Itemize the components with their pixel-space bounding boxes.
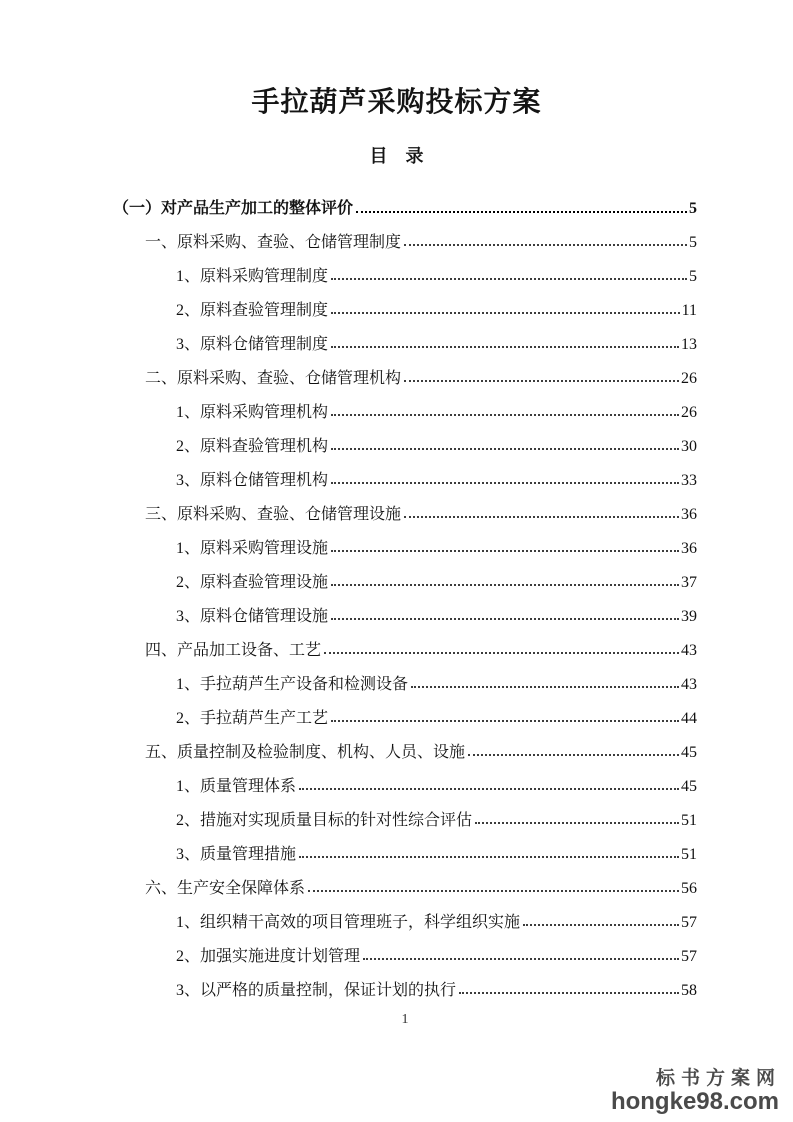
toc-entry (113, 558, 697, 592)
toc-entry-page: 43 (681, 642, 697, 659)
toc-entry-label: 一、原料采购、查验、仓储管理制度 (145, 234, 402, 251)
toc-entry (113, 898, 697, 932)
toc-dot-leader (523, 924, 679, 926)
toc-entry (113, 490, 697, 524)
toc-entry-page: 13 (681, 336, 697, 353)
toc-dot-leader (331, 720, 679, 722)
toc-entry-page: 26 (681, 404, 697, 421)
toc-entry-label: 3、原料仓储管理设施 (176, 608, 329, 625)
toc-entry-label: （一）对产品生产加工的整体评价 (113, 200, 354, 217)
page-number: 1 (401, 1012, 409, 1027)
toc-entry-page: 36 (681, 540, 697, 557)
toc-dot-leader (308, 890, 679, 892)
toc-entry-label: 二、原料采购、查验、仓储管理机构 (145, 370, 402, 387)
toc-dot-leader (331, 448, 679, 450)
toc-dot-leader (324, 652, 679, 654)
watermark (611, 1069, 779, 1114)
toc-entry-page: 43 (681, 676, 697, 693)
toc-entry (113, 830, 697, 864)
toc-list (113, 184, 697, 1000)
toc-entry (113, 524, 697, 558)
toc-entry-label: 2、原料查验管理设施 (176, 574, 329, 591)
toc-dot-leader (331, 550, 679, 552)
toc-entry (113, 218, 697, 252)
toc-dot-leader (411, 686, 679, 688)
toc-entry-page: 58 (681, 982, 697, 999)
toc-entry-page: 11 (681, 302, 697, 319)
toc-entry (113, 762, 697, 796)
toc-entry (113, 966, 697, 1000)
toc-entry (113, 422, 697, 456)
toc-entry-label: 2、原料查验管理机构 (176, 438, 329, 455)
toc-entry-label: 1、原料采购管理机构 (176, 404, 329, 421)
toc-entry-label: 2、加强实施进度计划管理 (176, 948, 361, 965)
toc-entry-label: 五、质量控制及检验制度、机构、人员、设施 (145, 744, 466, 761)
toc-dot-leader (331, 618, 679, 620)
toc-entry-page: 51 (681, 812, 697, 829)
toc-entry (113, 592, 697, 626)
toc-entry-page: 26 (681, 370, 697, 387)
toc-dot-leader (331, 346, 679, 348)
toc-dot-leader (299, 856, 679, 858)
toc-entry-label: 2、措施对实现质量目标的针对性综合评估 (176, 812, 473, 829)
toc-dot-leader (299, 788, 679, 790)
toc-entry-label: 3、质量管理措施 (176, 846, 297, 863)
toc-entry (113, 694, 697, 728)
toc-dot-leader (404, 380, 679, 382)
toc-entry (113, 354, 697, 388)
toc-dot-leader (331, 312, 680, 314)
toc-entry-page: 33 (681, 472, 697, 489)
toc-dot-leader (363, 958, 679, 960)
toc-entry-page: 57 (681, 914, 697, 931)
toc-entry-label: 1、手拉葫芦生产设备和检测设备 (176, 676, 409, 693)
toc-dot-leader (404, 244, 687, 246)
toc-entry-page: 51 (681, 846, 697, 863)
toc-entry-page: 37 (681, 574, 697, 591)
toc-dot-leader (468, 754, 679, 756)
toc-entry (113, 728, 697, 762)
toc-entry (113, 184, 697, 218)
toc-entry-page: 5 (689, 200, 697, 217)
toc-entry-label: 2、手拉葫芦生产工艺 (176, 710, 329, 727)
toc-entry (113, 320, 697, 354)
toc-entry (113, 286, 697, 320)
toc-entry (113, 456, 697, 490)
toc-entry-label: 四、产品加工设备、工艺 (145, 642, 322, 659)
toc-entry-label: 2、原料查验管理制度 (176, 302, 329, 319)
toc-dot-leader (331, 278, 687, 280)
toc-entry-page: 5 (689, 268, 697, 285)
toc-entry-page: 5 (689, 234, 697, 251)
toc-entry-label: 1、质量管理体系 (176, 778, 297, 795)
toc-entry-page: 36 (681, 506, 697, 523)
toc-entry-page: 30 (681, 438, 697, 455)
toc-entry (113, 660, 697, 694)
toc-entry-label: 六、生产安全保障体系 (145, 880, 306, 897)
toc-dot-leader (475, 822, 679, 824)
toc-dot-leader (459, 992, 679, 994)
toc-dot-leader (331, 414, 679, 416)
toc-entry (113, 864, 697, 898)
watermark-site-url: hongke98.com (610, 1087, 779, 1115)
toc-entry-page: 56 (681, 880, 697, 897)
toc-dot-leader (331, 482, 679, 484)
document-title: 手拉葫芦采购投标方案 (251, 87, 542, 118)
toc-entry-label: 3、以严格的质量控制，保证计划的执行 (176, 982, 457, 999)
toc-entry-label: 1、组织精干高效的项目管理班子，科学组织实施 (176, 914, 521, 931)
toc-entry-page: 44 (681, 710, 697, 727)
toc-entry-page: 57 (681, 948, 697, 965)
toc-entry (113, 796, 697, 830)
toc-entry (113, 626, 697, 660)
toc-heading: 目 录 (369, 146, 424, 166)
toc-entry-page: 45 (681, 744, 697, 761)
toc-entry-page: 39 (681, 608, 697, 625)
toc-dot-leader (404, 516, 679, 518)
toc-entry-label: 1、原料采购管理制度 (176, 268, 329, 285)
toc-entry-label: 3、原料仓储管理制度 (176, 336, 329, 353)
toc-dot-leader (356, 211, 687, 213)
toc-entry (113, 252, 697, 286)
toc-entry (113, 932, 697, 966)
toc-entry (113, 388, 697, 422)
toc-entry-page: 45 (681, 778, 697, 795)
toc-entry-label: 1、原料采购管理设施 (176, 540, 329, 557)
toc-entry-label: 三、原料采购、查验、仓储管理设施 (145, 506, 402, 523)
toc-dot-leader (331, 584, 679, 586)
toc-entry-label: 3、原料仓储管理机构 (176, 472, 329, 489)
watermark-site-name: 标书方案网 (655, 1067, 781, 1089)
